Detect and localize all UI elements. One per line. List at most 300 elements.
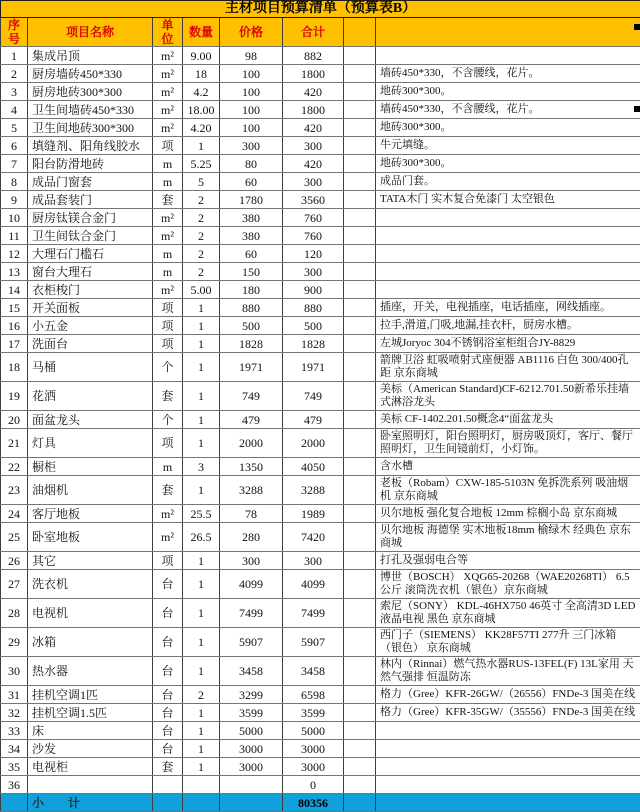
subtotal-remark-cell (376, 794, 640, 812)
item-name-cell: 花洒 (28, 382, 153, 411)
blank-cell (344, 505, 376, 523)
item-name-cell: 客厅地板 (28, 505, 153, 523)
item-name-cell: 阳台防滑地砖 (28, 155, 153, 173)
price-cell: 1828 (220, 335, 283, 353)
blank-cell (344, 119, 376, 137)
row-index-cell: 34 (1, 740, 28, 758)
total-cell: 1971 (283, 353, 344, 382)
price-cell: 3288 (220, 476, 283, 505)
row-index-cell: 12 (1, 245, 28, 263)
unit-cell: 台 (153, 740, 183, 758)
remark-cell: 左城Joryoc 304不锈钢浴室柜组合JY-8829 (376, 335, 640, 353)
item-name-cell: 橱柜 (28, 458, 153, 476)
total-cell: 1989 (283, 505, 344, 523)
blank-cell (344, 353, 376, 382)
table-row (1, 657, 640, 686)
item-name-cell: 洗衣机 (28, 570, 153, 599)
table-row (1, 119, 640, 137)
quantity-cell: 9.00 (183, 47, 220, 65)
total-cell: 4050 (283, 458, 344, 476)
remark-cell: 卧室照明灯，阳台照明灯，厨房吸顶灯，客厅、餐厅照明灯，卫生间镜前灯，小灯饰。 (376, 429, 640, 458)
table-row (1, 704, 640, 722)
total-cell: 1800 (283, 65, 344, 83)
table-row (1, 209, 640, 227)
unit-cell: 台 (153, 704, 183, 722)
item-name-cell: 其它 (28, 552, 153, 570)
unit-cell: 台 (153, 599, 183, 628)
quantity-cell: 1 (183, 476, 220, 505)
total-cell: 420 (283, 119, 344, 137)
unit-cell: m² (153, 505, 183, 523)
unit-cell: 台 (153, 722, 183, 740)
quantity-cell: 1 (183, 704, 220, 722)
table-row (1, 382, 640, 411)
table-row (1, 155, 640, 173)
total-cell: 760 (283, 209, 344, 227)
table-row (1, 173, 640, 191)
item-name-cell: 成品门窗套 (28, 173, 153, 191)
price-cell (220, 776, 283, 794)
remark-cell: 地砖300*300。 (376, 119, 640, 137)
item-name-cell: 热水器 (28, 657, 153, 686)
quantity-cell (183, 776, 220, 794)
total-cell: 120 (283, 245, 344, 263)
unit-cell: m (153, 458, 183, 476)
quantity-cell: 4.2 (183, 83, 220, 101)
blank-cell (344, 382, 376, 411)
blank-cell (344, 65, 376, 83)
unit-cell: m² (153, 83, 183, 101)
remark-cell: 贝尔地板 强化复合地板 12mm 棕榈小岛 京东商城 (376, 505, 640, 523)
total-cell: 3288 (283, 476, 344, 505)
table-row (1, 245, 640, 263)
total-cell: 3458 (283, 657, 344, 686)
total-cell: 500 (283, 317, 344, 335)
unit-cell: 台 (153, 657, 183, 686)
price-cell: 749 (220, 382, 283, 411)
quantity-cell: 1 (183, 628, 220, 657)
unit-cell: 项 (153, 299, 183, 317)
unit-cell: 套 (153, 191, 183, 209)
total-cell: 882 (283, 47, 344, 65)
price-cell: 100 (220, 101, 283, 119)
price-cell: 1780 (220, 191, 283, 209)
item-name-cell: 电视机 (28, 599, 153, 628)
remark-cell: 格力（Gree）KFR-35GW/（35556）FNDe-3 国美在线 (376, 704, 640, 722)
item-name-cell: 厨房地砖300*300 (28, 83, 153, 101)
remark-cell (376, 245, 640, 263)
item-name-cell: 集成吊顶 (28, 47, 153, 65)
table-row (1, 628, 640, 657)
row-index-cell: 21 (1, 429, 28, 458)
quantity-cell: 2 (183, 227, 220, 245)
unit-cell: m² (153, 281, 183, 299)
col-header-qty: 数量 (183, 18, 220, 47)
price-cell: 500 (220, 317, 283, 335)
edge-mark (634, 106, 640, 112)
price-cell: 180 (220, 281, 283, 299)
unit-cell: 台 (153, 570, 183, 599)
price-cell: 380 (220, 209, 283, 227)
blank-cell (344, 209, 376, 227)
unit-cell: m² (153, 227, 183, 245)
total-cell: 1828 (283, 335, 344, 353)
remark-cell: 墙砖450*330，不含腰线，花片。 (376, 101, 640, 119)
subtotal-qty-cell (183, 794, 220, 812)
unit-cell: m (153, 263, 183, 281)
remark-cell: 墙砖450*330，不含腰线，花片。 (376, 65, 640, 83)
unit-cell: m (153, 173, 183, 191)
item-name-cell: 挂机空调1.5匹 (28, 704, 153, 722)
total-cell: 3599 (283, 704, 344, 722)
unit-cell: 套 (153, 382, 183, 411)
blank-cell (344, 628, 376, 657)
item-name-cell: 卫生间钛合金门 (28, 227, 153, 245)
table-row (1, 523, 640, 552)
item-name-cell: 冰箱 (28, 628, 153, 657)
total-cell: 5000 (283, 722, 344, 740)
quantity-cell: 3 (183, 458, 220, 476)
quantity-cell: 1 (183, 570, 220, 599)
row-index-cell: 22 (1, 458, 28, 476)
price-cell: 479 (220, 411, 283, 429)
quantity-cell: 5.00 (183, 281, 220, 299)
blank-cell (344, 657, 376, 686)
table-row (1, 83, 640, 101)
remark-cell: 林内（Rinnai）燃气热水器RUS-13FEL(F) 13L家用 天然气强排 恒温防冻 (376, 657, 640, 686)
table-row (1, 570, 640, 599)
unit-cell: m² (153, 101, 183, 119)
remark-cell: 插座，开关，电视插座，电话插座，网线插座。 (376, 299, 640, 317)
total-cell: 420 (283, 155, 344, 173)
table-row (1, 65, 640, 83)
item-name-cell: 面盆龙头 (28, 411, 153, 429)
remark-cell (376, 47, 640, 65)
blank-cell (344, 704, 376, 722)
table-row (1, 47, 640, 65)
subtotal-unit-cell (153, 794, 183, 812)
item-name-cell: 衣柜梭门 (28, 281, 153, 299)
page-title: 主材项目预算清单（预算表B） (1, 1, 640, 18)
blank-cell (344, 758, 376, 776)
total-cell: 479 (283, 411, 344, 429)
blank-cell (344, 227, 376, 245)
blank-cell (344, 429, 376, 458)
price-cell: 60 (220, 245, 283, 263)
total-cell: 880 (283, 299, 344, 317)
price-cell: 60 (220, 173, 283, 191)
quantity-cell: 4.20 (183, 119, 220, 137)
total-cell: 0 (283, 776, 344, 794)
row-index-cell: 7 (1, 155, 28, 173)
blank-cell (344, 776, 376, 794)
table-row (1, 599, 640, 628)
quantity-cell: 2 (183, 245, 220, 263)
subtotal-row (1, 794, 640, 812)
item-name-cell: 小五金 (28, 317, 153, 335)
blank-cell (344, 47, 376, 65)
item-name-cell: 沙发 (28, 740, 153, 758)
col-header-price: 价格 (220, 18, 283, 47)
row-index-cell: 13 (1, 263, 28, 281)
row-index-cell: 19 (1, 382, 28, 411)
quantity-cell: 1 (183, 657, 220, 686)
quantity-cell: 2 (183, 686, 220, 704)
total-cell: 3000 (283, 758, 344, 776)
unit-cell: m² (153, 65, 183, 83)
unit-cell: m (153, 155, 183, 173)
quantity-cell: 1 (183, 552, 220, 570)
row-index-cell: 29 (1, 628, 28, 657)
table-row (1, 411, 640, 429)
price-cell: 78 (220, 505, 283, 523)
quantity-cell: 26.5 (183, 523, 220, 552)
blank-cell (344, 245, 376, 263)
quantity-cell: 1 (183, 599, 220, 628)
item-name-cell: 卫生间地砖300*300 (28, 119, 153, 137)
unit-cell: m² (153, 119, 183, 137)
unit-cell: 项 (153, 137, 183, 155)
price-cell: 100 (220, 65, 283, 83)
total-cell: 6598 (283, 686, 344, 704)
blank-cell (344, 570, 376, 599)
row-index-cell: 33 (1, 722, 28, 740)
price-cell: 300 (220, 137, 283, 155)
item-name-cell: 灯具 (28, 429, 153, 458)
row-index-cell: 30 (1, 657, 28, 686)
item-name-cell: 床 (28, 722, 153, 740)
unit-cell: m² (153, 47, 183, 65)
quantity-cell: 1 (183, 317, 220, 335)
table-row (1, 335, 640, 353)
item-name-cell: 开关面板 (28, 299, 153, 317)
row-index-cell: 27 (1, 570, 28, 599)
table-row (1, 776, 640, 794)
table-row (1, 740, 640, 758)
subtotal-label: 小 计 (28, 794, 153, 812)
total-cell: 420 (283, 83, 344, 101)
row-index-cell: 2 (1, 65, 28, 83)
row-index-cell: 5 (1, 119, 28, 137)
item-name-cell: 马桶 (28, 353, 153, 382)
blank-cell (344, 281, 376, 299)
remark-cell (376, 263, 640, 281)
price-cell: 3299 (220, 686, 283, 704)
remark-cell (376, 758, 640, 776)
total-cell: 300 (283, 173, 344, 191)
item-name-cell: 成品套装门 (28, 191, 153, 209)
quantity-cell: 1 (183, 335, 220, 353)
table-row (1, 758, 640, 776)
remark-cell: 打孔及强弱电合等 (376, 552, 640, 570)
row-index-cell: 32 (1, 704, 28, 722)
total-cell: 760 (283, 227, 344, 245)
blank-cell (344, 263, 376, 281)
table-body (1, 47, 640, 794)
quantity-cell: 2 (183, 191, 220, 209)
unit-cell: 个 (153, 411, 183, 429)
unit-cell (153, 776, 183, 794)
price-cell: 5000 (220, 722, 283, 740)
table-row (1, 686, 640, 704)
table-row (1, 722, 640, 740)
remark-cell (376, 227, 640, 245)
title-row (1, 1, 640, 18)
row-index-cell: 15 (1, 299, 28, 317)
item-name-cell: 厨房钛镁合金门 (28, 209, 153, 227)
remark-cell (376, 776, 640, 794)
price-cell: 3599 (220, 704, 283, 722)
remark-cell: 箭牌卫浴 虹吸喷射式座便器 AB1116 白色 300/400孔距 京东商城 (376, 353, 640, 382)
table-row (1, 299, 640, 317)
col-header-index: 序号 (1, 18, 28, 47)
item-name-cell: 卧室地板 (28, 523, 153, 552)
blank-cell (344, 191, 376, 209)
unit-cell: 台 (153, 628, 183, 657)
table-row (1, 101, 640, 119)
col-header-unit: 单位 (153, 18, 183, 47)
row-index-cell: 1 (1, 47, 28, 65)
table-row (1, 458, 640, 476)
subtotal-price-cell (220, 794, 283, 812)
blank-cell (344, 722, 376, 740)
table-row (1, 353, 640, 382)
total-cell: 300 (283, 552, 344, 570)
quantity-cell: 18.00 (183, 101, 220, 119)
blank-cell (344, 155, 376, 173)
remark-cell: 美标（American Standard)CF-6212.701.50新希乐挂墙式淋浴龙头 (376, 382, 640, 411)
price-cell: 4099 (220, 570, 283, 599)
blank-cell (344, 740, 376, 758)
row-index-cell: 16 (1, 317, 28, 335)
col-header-blank (344, 18, 376, 47)
remark-cell (376, 209, 640, 227)
row-index-cell: 24 (1, 505, 28, 523)
total-cell: 3560 (283, 191, 344, 209)
unit-cell: m² (153, 209, 183, 227)
col-header-remark (376, 18, 640, 47)
remark-cell: 美标 CF-1402.201.50概念4“面盆龙头 (376, 411, 640, 429)
price-cell: 1971 (220, 353, 283, 382)
table-row (1, 191, 640, 209)
blank-cell (344, 523, 376, 552)
total-cell: 4099 (283, 570, 344, 599)
remark-cell: 成品门套。 (376, 173, 640, 191)
total-cell: 7499 (283, 599, 344, 628)
remark-cell: 贝尔地板 海德堡 实木地板18mm 榆绿木 经典色 京东商城 (376, 523, 640, 552)
price-cell: 2000 (220, 429, 283, 458)
price-cell: 3000 (220, 758, 283, 776)
quantity-cell: 2 (183, 263, 220, 281)
unit-cell: 项 (153, 552, 183, 570)
row-index-cell: 20 (1, 411, 28, 429)
blank-cell (344, 101, 376, 119)
unit-cell: 项 (153, 335, 183, 353)
table-row (1, 263, 640, 281)
column-header-row (1, 18, 640, 47)
price-cell: 80 (220, 155, 283, 173)
remark-cell: 西门子（SIEMENS） KK28F57TI 277升 三门冰箱（银色） 京东商城 (376, 628, 640, 657)
total-cell: 5907 (283, 628, 344, 657)
item-name-cell: 电视柜 (28, 758, 153, 776)
remark-cell: TATA木门 实木复合免漆门 太空银色 (376, 191, 640, 209)
price-cell: 100 (220, 119, 283, 137)
item-name-cell (28, 776, 153, 794)
quantity-cell: 1 (183, 758, 220, 776)
item-name-cell: 油烟机 (28, 476, 153, 505)
blank-cell (344, 552, 376, 570)
row-index-cell: 23 (1, 476, 28, 505)
item-name-cell: 卫生间墙砖450*330 (28, 101, 153, 119)
subtotal-value: 80356 (283, 794, 344, 812)
remark-cell: 拉手,滑道,门吸,地漏,挂衣杆，厨房水槽。 (376, 317, 640, 335)
row-index-cell: 17 (1, 335, 28, 353)
quantity-cell: 18 (183, 65, 220, 83)
table-row (1, 429, 640, 458)
unit-cell: m (153, 245, 183, 263)
price-cell: 3000 (220, 740, 283, 758)
blank-cell (344, 299, 376, 317)
unit-cell: 个 (153, 353, 183, 382)
row-index-cell: 35 (1, 758, 28, 776)
price-cell: 100 (220, 83, 283, 101)
quantity-cell: 25.5 (183, 505, 220, 523)
row-index-cell: 26 (1, 552, 28, 570)
row-index-cell: 14 (1, 281, 28, 299)
blank-cell (344, 137, 376, 155)
item-name-cell: 洗面台 (28, 335, 153, 353)
item-name-cell: 大理石门槛石 (28, 245, 153, 263)
quantity-cell: 5.25 (183, 155, 220, 173)
price-cell: 280 (220, 523, 283, 552)
quantity-cell: 1 (183, 722, 220, 740)
unit-cell: 台 (153, 686, 183, 704)
row-index-cell: 28 (1, 599, 28, 628)
total-cell: 2000 (283, 429, 344, 458)
table-row (1, 281, 640, 299)
remark-cell: 博世（BOSCH） XQG65-20268（WAE20268TI） 6.5公斤 滚筒洗衣机（银色）京东商城 (376, 570, 640, 599)
quantity-cell: 1 (183, 429, 220, 458)
edge-mark (634, 24, 640, 30)
row-index-cell: 10 (1, 209, 28, 227)
row-index-cell: 9 (1, 191, 28, 209)
blank-cell (344, 173, 376, 191)
blank-cell (344, 335, 376, 353)
remark-cell: 牛元填缝。 (376, 137, 640, 155)
unit-cell: m² (153, 523, 183, 552)
blank-cell (344, 317, 376, 335)
row-index-cell: 25 (1, 523, 28, 552)
quantity-cell: 1 (183, 740, 220, 758)
row-index-cell: 31 (1, 686, 28, 704)
row-index-cell: 8 (1, 173, 28, 191)
remark-cell: 老板（Robam）CXW-185-5103N 免拆洗系列 吸油烟机 京东商城 (376, 476, 640, 505)
table-row (1, 476, 640, 505)
blank-cell (344, 411, 376, 429)
remark-cell: 格力（Gree）KFR-26GW/（26556）FNDe-3 国美在线 (376, 686, 640, 704)
total-cell: 300 (283, 137, 344, 155)
remark-cell: 索尼（SONY） KDL-46HX750 46英寸 全高清3D LED液晶电视 黑色 京东商城 (376, 599, 640, 628)
remark-cell (376, 281, 640, 299)
remark-cell: 含水槽 (376, 458, 640, 476)
table-row (1, 505, 640, 523)
total-cell: 3000 (283, 740, 344, 758)
quantity-cell: 2 (183, 209, 220, 227)
row-index-cell: 18 (1, 353, 28, 382)
remark-cell: 地砖300*300。 (376, 83, 640, 101)
total-cell: 1800 (283, 101, 344, 119)
quantity-cell: 1 (183, 137, 220, 155)
